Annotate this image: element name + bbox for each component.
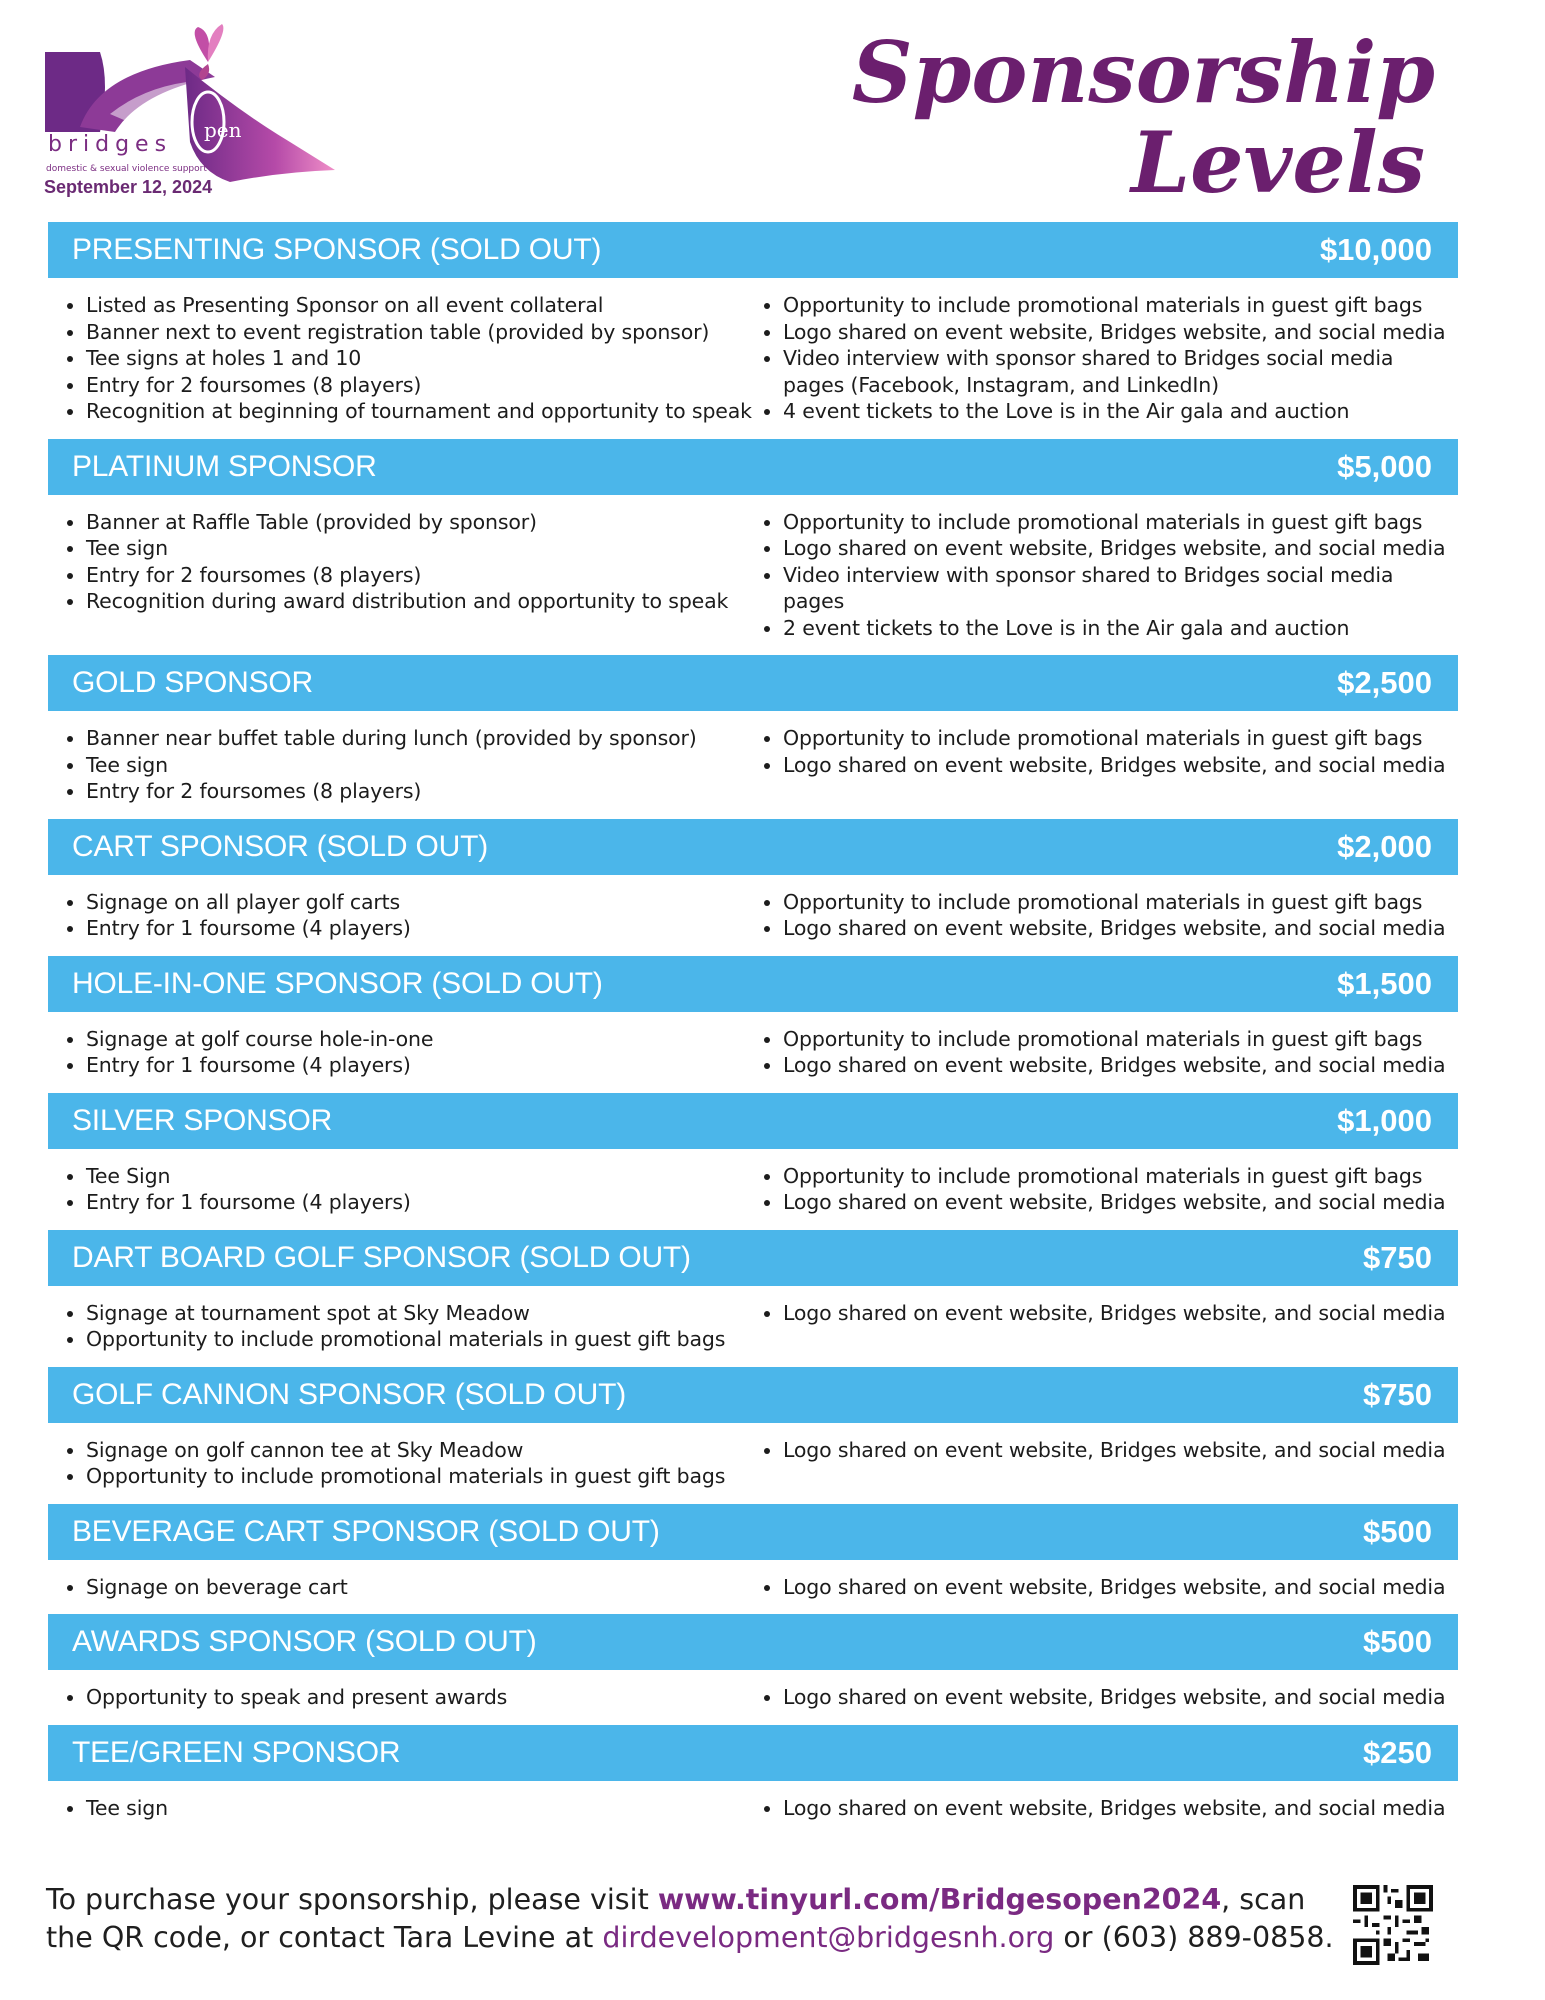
benefit-item: • Tee sign: [86, 1795, 753, 1822]
benefits-left-column: [48, 1795, 753, 1822]
benefit-item: • Tee sign: [86, 752, 753, 779]
benefit-list: [48, 292, 753, 425]
page-title: [851, 23, 1435, 212]
benefit-item: • Signage at tournament spot at Sky Meadow: [86, 1300, 753, 1327]
level-benefits: [48, 711, 1458, 819]
footer-contact: [46, 1881, 1336, 1957]
level-name: GOLD SPONSOR: [72, 666, 313, 699]
benefit-item: • Video interview with sponsor shared to Bridges social media pages (Facebook, Instagram, and LinkedIn): [783, 345, 1458, 398]
benefit-item: • Logo shared on event website, Bridges website, and social media: [783, 915, 1458, 942]
level-name: SILVER SPONSOR: [72, 1103, 333, 1137]
event-date: September 12, 2024: [44, 177, 213, 197]
benefit-item: • Banner at Raffle Table (provided by sponsor): [86, 509, 753, 536]
level-benefits: [48, 1149, 1458, 1230]
logo-word: bridges: [48, 132, 173, 157]
benefit-item: • Logo shared on event website, Bridges website, and social media: [783, 1189, 1458, 1216]
benefits-right-column: [753, 725, 1458, 805]
level-price: $250: [1363, 1734, 1432, 1770]
footer-text-2: , scan the QR code, or contact Tara Levine at: [46, 1883, 1306, 1954]
benefit-item: • Logo shared on event website, Bridges website, and social media: [783, 1300, 1458, 1327]
benefit-list: [48, 1163, 753, 1216]
level-header: [48, 1367, 1458, 1423]
benefit-item: • Entry for 2 foursomes (8 players): [86, 778, 753, 805]
benefits-left-column: [48, 1574, 753, 1601]
benefit-list: [753, 725, 1458, 778]
benefit-item: • Tee signs at holes 1 and 10: [86, 345, 753, 372]
level-price: $750: [1363, 1239, 1432, 1275]
benefits-left-column: [48, 1026, 753, 1079]
level-header: [48, 819, 1458, 875]
benefit-list: [753, 1300, 1458, 1327]
level-name: GOLF CANNON SPONSOR (SOLD OUT): [72, 1377, 627, 1411]
level-price: $2,500: [1337, 665, 1432, 700]
benefit-item: • Signage on golf cannon tee at Sky Meadow: [86, 1437, 753, 1464]
benefits-left-column: [48, 725, 753, 805]
level-benefits: [48, 1781, 1458, 1836]
benefit-list: [48, 1437, 753, 1490]
level-benefits: [48, 278, 1458, 439]
benefits-right-column: [753, 1684, 1458, 1711]
title-line-2: Levels: [1131, 113, 1425, 212]
benefits-left-column: [48, 1163, 753, 1216]
benefit-item: • Opportunity to include promotional materials in guest gift bags: [783, 1163, 1458, 1190]
level-header: [48, 1093, 1458, 1149]
level-name: PRESENTING SPONSOR (SOLD OUT): [72, 233, 602, 266]
logo-subtitle: domestic & sexual violence support: [46, 164, 207, 174]
level-price: $750: [1363, 1376, 1432, 1412]
benefit-item: • Entry for 1 foursome (4 players): [86, 1052, 753, 1079]
benefit-item: • Logo shared on event website, Bridges website, and social media: [783, 1574, 1458, 1601]
benefit-list: [753, 1437, 1458, 1464]
benefit-item: • Logo shared on event website, Bridges website, and social media: [783, 1795, 1458, 1822]
title-line-1: Sponsorship: [851, 23, 1435, 122]
level-header: [48, 439, 1458, 495]
benefits-right-column: [753, 1437, 1458, 1490]
benefit-item: • Opportunity to include promotional materials in guest gift bags: [86, 1463, 753, 1490]
level-header: [48, 956, 1458, 1012]
level-header: [48, 1725, 1458, 1781]
level-benefits: [48, 1286, 1458, 1367]
benefit-item: • Tee Sign: [86, 1163, 753, 1190]
qr-code-icon[interactable]: [1353, 1885, 1433, 1965]
benefit-item: • 2 event tickets to the Love is in the Air gala and auction: [783, 615, 1458, 642]
benefit-item: • Opportunity to include promotional materials in guest gift bags: [783, 292, 1458, 319]
benefit-item: • 4 event tickets to the Love is in the Air gala and auction: [783, 398, 1458, 425]
tinyurl-link[interactable]: www.tinyurl.com/Bridgesopen2024: [657, 1883, 1222, 1916]
benefit-list: [48, 1795, 753, 1822]
level-price: $2,000: [1337, 828, 1432, 864]
benefit-list: [48, 1300, 753, 1353]
footer-text-1: To purchase your sponsorship, please visit: [46, 1883, 658, 1916]
benefits-left-column: [48, 1300, 753, 1353]
level-price: $500: [1363, 1513, 1432, 1549]
benefits-right-column: [753, 292, 1458, 425]
benefit-item: • Logo shared on event website, Bridges website, and social media: [783, 1437, 1458, 1464]
benefit-item: • Opportunity to speak and present awards: [86, 1684, 753, 1711]
benefit-item: • Logo shared on event website, Bridges website, and social media: [783, 535, 1458, 562]
level-benefits: [48, 1560, 1458, 1615]
benefit-item: • Logo shared on event website, Bridges website, and social media: [783, 1684, 1458, 1711]
benefit-item: • Logo shared on event website, Bridges website, and social media: [783, 1052, 1458, 1079]
sponsorship-levels: [48, 222, 1458, 1835]
level-benefits: [48, 1423, 1458, 1504]
benefit-item: • Recognition at beginning of tournament and opportunity to speak: [86, 398, 753, 425]
level-benefits: [48, 1012, 1458, 1093]
benefit-item: • Logo shared on event website, Bridges website, and social media: [783, 319, 1458, 346]
level-header: [48, 655, 1458, 711]
level-header: [48, 1504, 1458, 1560]
level-name: HOLE-IN-ONE SPONSOR (SOLD OUT): [72, 966, 603, 1000]
benefits-right-column: [753, 1163, 1458, 1216]
level-header: [48, 1230, 1458, 1286]
level-benefits: [48, 1670, 1458, 1725]
logo-graphic: [40, 22, 370, 202]
level-price: $10,000: [1319, 232, 1432, 267]
benefits-right-column: [753, 1574, 1458, 1601]
benefit-list: [48, 509, 753, 615]
level-price: $1,500: [1337, 965, 1432, 1001]
benefit-list: [753, 1684, 1458, 1711]
benefit-item: • Signage at golf course hole-in-one: [86, 1026, 753, 1053]
benefits-right-column: [753, 509, 1458, 642]
level-name: PLATINUM SPONSOR: [72, 449, 377, 483]
benefit-item: • Banner next to event registration table (provided by sponsor): [86, 319, 753, 346]
benefit-item: • Recognition during award distribution and opportunity to speak: [86, 588, 753, 615]
benefit-list: [753, 1795, 1458, 1822]
benefits-left-column: [48, 292, 753, 425]
benefits-right-column: [753, 1795, 1458, 1822]
level-price: $1,000: [1337, 1102, 1432, 1138]
benefits-right-column: [753, 1300, 1458, 1353]
footer-text-3: or (603) 889-0858.: [1054, 1921, 1334, 1954]
level-price: $500: [1363, 1624, 1432, 1659]
benefits-left-column: [48, 509, 753, 642]
benefit-list: [48, 1026, 753, 1079]
benefit-item: • Signage on all player golf carts: [86, 889, 753, 916]
benefit-list: [753, 292, 1458, 425]
logo-open: pen: [204, 118, 242, 142]
benefit-list: [753, 889, 1458, 942]
benefits-left-column: [48, 889, 753, 942]
benefit-list: [48, 725, 753, 805]
level-benefits: [48, 495, 1458, 656]
benefit-item: • Listed as Presenting Sponsor on all event collateral: [86, 292, 753, 319]
benefit-item: • Logo shared on event website, Bridges website, and social media: [783, 752, 1458, 779]
benefits-left-column: [48, 1437, 753, 1490]
level-name: CART SPONSOR (SOLD OUT): [72, 829, 489, 863]
benefit-list: [753, 1574, 1458, 1601]
benefit-item: • Banner near buffet table during lunch (provided by sponsor): [86, 725, 753, 752]
benefit-list: [48, 1574, 753, 1601]
level-header: [48, 222, 1458, 278]
benefit-item: • Video interview with sponsor shared to Bridges social media pages: [783, 562, 1458, 615]
email-link[interactable]: dirdevelopment@bridgesnh.org: [602, 1921, 1055, 1954]
benefit-item: • Entry for 2 foursomes (8 players): [86, 562, 753, 589]
benefit-item: • Entry for 2 foursomes (8 players): [86, 372, 753, 399]
benefit-item: • Opportunity to include promotional materials in guest gift bags: [783, 509, 1458, 536]
level-benefits: [48, 875, 1458, 956]
level-name: BEVERAGE CART SPONSOR (SOLD OUT): [72, 1514, 660, 1548]
benefit-list: [753, 1163, 1458, 1216]
benefit-item: • Opportunity to include promotional materials in guest gift bags: [783, 889, 1458, 916]
benefit-list: [48, 889, 753, 942]
benefit-list: [753, 1026, 1458, 1079]
benefit-item: • Signage on beverage cart: [86, 1574, 753, 1601]
benefit-item: • Tee sign: [86, 535, 753, 562]
benefit-item: • Opportunity to include promotional materials in guest gift bags: [783, 1026, 1458, 1053]
benefits-right-column: [753, 889, 1458, 942]
benefit-item: • Opportunity to include promotional materials in guest gift bags: [86, 1326, 753, 1353]
benefit-item: • Opportunity to include promotional materials in guest gift bags: [783, 725, 1458, 752]
level-header: [48, 1614, 1458, 1670]
benefit-list: [48, 1684, 753, 1711]
level-name: TEE/GREEN SPONSOR: [72, 1735, 401, 1769]
benefits-right-column: [753, 1026, 1458, 1079]
level-name: DART BOARD GOLF SPONSOR (SOLD OUT): [72, 1240, 691, 1274]
benefit-list: [753, 509, 1458, 642]
level-price: $5,000: [1337, 448, 1432, 484]
level-name: AWARDS SPONSOR (SOLD OUT): [72, 1625, 537, 1658]
benefit-item: • Entry for 1 foursome (4 players): [86, 915, 753, 942]
benefit-item: • Entry for 1 foursome (4 players): [86, 1189, 753, 1216]
benefits-left-column: [48, 1684, 753, 1711]
